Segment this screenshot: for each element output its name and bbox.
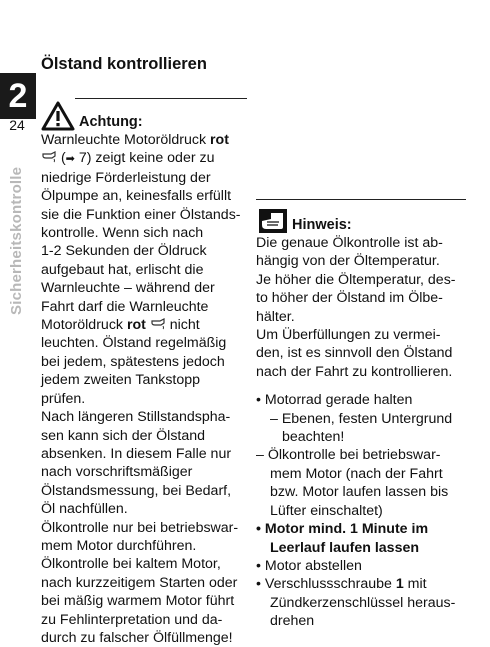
- warning-line: jedem zweiten Tankstopp: [41, 372, 201, 389]
- warning-line: Fahrt darf die Warnleuchte: [41, 298, 209, 315]
- page-title: Ölstand kontrollieren: [41, 55, 207, 73]
- warning-line: Ölstandsmessung, bei Bedarf,: [41, 482, 232, 499]
- warning-line: sen kann sich der Ölstand: [41, 427, 206, 444]
- warning-line: Nach längeren Stillstandspha-: [41, 409, 231, 426]
- page-number: 24: [9, 117, 25, 133]
- warning-line: nach kurzzeitigem Starten oder: [41, 574, 238, 591]
- warning-line: Ölkontrolle nur bei betriebswar-: [41, 519, 239, 536]
- step-item: • Verschlussschraube 1 mit: [256, 576, 427, 593]
- section-side-title: Sicherheitskontrolle: [8, 166, 25, 315]
- step-subitem: beachten!: [282, 429, 345, 446]
- warning-line: sie die Funktion einer Ölstands-: [41, 206, 241, 223]
- hint-heading: Hinweis:: [292, 217, 352, 233]
- warning-heading-row: [41, 101, 247, 131]
- warning-line: nach vorschriftsmäßiger: [41, 464, 193, 481]
- hint-divider: [256, 199, 466, 200]
- spacer: [256, 381, 466, 391]
- hint-line: Die genaue Ölkontrolle ist ab-: [256, 235, 443, 251]
- warning-line: Warnleuchte Motoröldruck rot: [41, 132, 229, 148]
- hint-line: Je höher die Öltemperatur, des-: [256, 271, 456, 288]
- warning-line: bei jedem, spätestens jedoch: [41, 353, 225, 370]
- step-subitem: – Ebenen, festen Untergrund: [270, 410, 453, 427]
- warning-line: prüfen.: [41, 390, 86, 407]
- warning-line: zu Fehlinterpretation und da-: [41, 611, 223, 628]
- step-item-continued: Zündkerzenschlüssel heraus-: [270, 594, 456, 611]
- step-item-continued: Leerlauf laufen lassen: [270, 539, 420, 556]
- warning-line: mem Motor durchführen.: [41, 537, 197, 554]
- warning-heading: Achtung:: [79, 114, 143, 130]
- warning-line: absenken. In diesem Falle nur: [41, 445, 232, 462]
- warning-line: Ölpumpe an, keinesfalls erfüllt: [41, 188, 232, 205]
- warning-divider: [75, 98, 247, 99]
- warning-line: Warnleuchte – während der: [41, 280, 215, 297]
- warning-triangle-icon: [41, 101, 75, 131]
- hint-line: hängig von der Öltemperatur.: [256, 253, 440, 270]
- warning-line: (➡ 7) zeigt keine oder zu: [41, 149, 247, 168]
- page-reference-arrow-icon: ➡: [65, 153, 75, 166]
- warning-line: Motoröldruck rot nicht: [41, 317, 200, 334]
- warning-line: durch zu falscher Ölfüllmenge!: [41, 629, 233, 646]
- oil-pressure-warning-icon: [150, 318, 166, 330]
- hint-line: hälter.: [256, 308, 295, 325]
- step-item: – Ölkontrolle bei betriebswar-: [256, 447, 441, 464]
- step-item: • Motor mind. 1 Minute im: [256, 521, 429, 538]
- warning-line: aufgebaut hat, erlischt die: [41, 261, 204, 278]
- step-item-continued: Lüfter einschaltet): [270, 502, 383, 519]
- warning-line: Öl nachfüllen.: [41, 501, 128, 518]
- warning-line: kontrolle. Wenn sich nach: [41, 225, 204, 242]
- hint-line: to höher der Ölstand im Ölbe-: [256, 290, 443, 307]
- hint-heading-row: [256, 204, 466, 234]
- step-item: • Motorrad gerade halten: [256, 392, 413, 409]
- hint-line: nach der Fahrt zu kontrollieren.: [256, 363, 453, 380]
- hint-line: den, ist es sinnvoll den Ölstand: [256, 345, 453, 362]
- chapter-number-tab: 2: [0, 73, 36, 119]
- step-item: • Motor abstellen: [256, 557, 362, 574]
- hint-block: [256, 199, 466, 631]
- warning-line: 1-2 Sekunden der Öldruck: [41, 243, 207, 260]
- warning-line: leuchten. Ölstand regelmäßig: [41, 335, 227, 352]
- warning-line: bei mäßig warmem Motor führt: [41, 593, 235, 610]
- warning-line: niedrige Förderleistung der: [41, 169, 211, 186]
- step-item-continued: drehen: [270, 613, 315, 630]
- warning-line: Ölkontrolle bei kaltem Motor,: [41, 556, 221, 573]
- hint-line: Um Überfüllungen zu vermei-: [256, 327, 441, 344]
- step-item-continued: bzw. Motor laufen lassen bis: [270, 484, 449, 501]
- hint-hand-note-icon: [258, 208, 288, 234]
- oil-pressure-warning-icon: [41, 151, 57, 163]
- step-item-continued: mem Motor (nach der Fahrt: [270, 465, 443, 482]
- warning-block: [41, 98, 247, 647]
